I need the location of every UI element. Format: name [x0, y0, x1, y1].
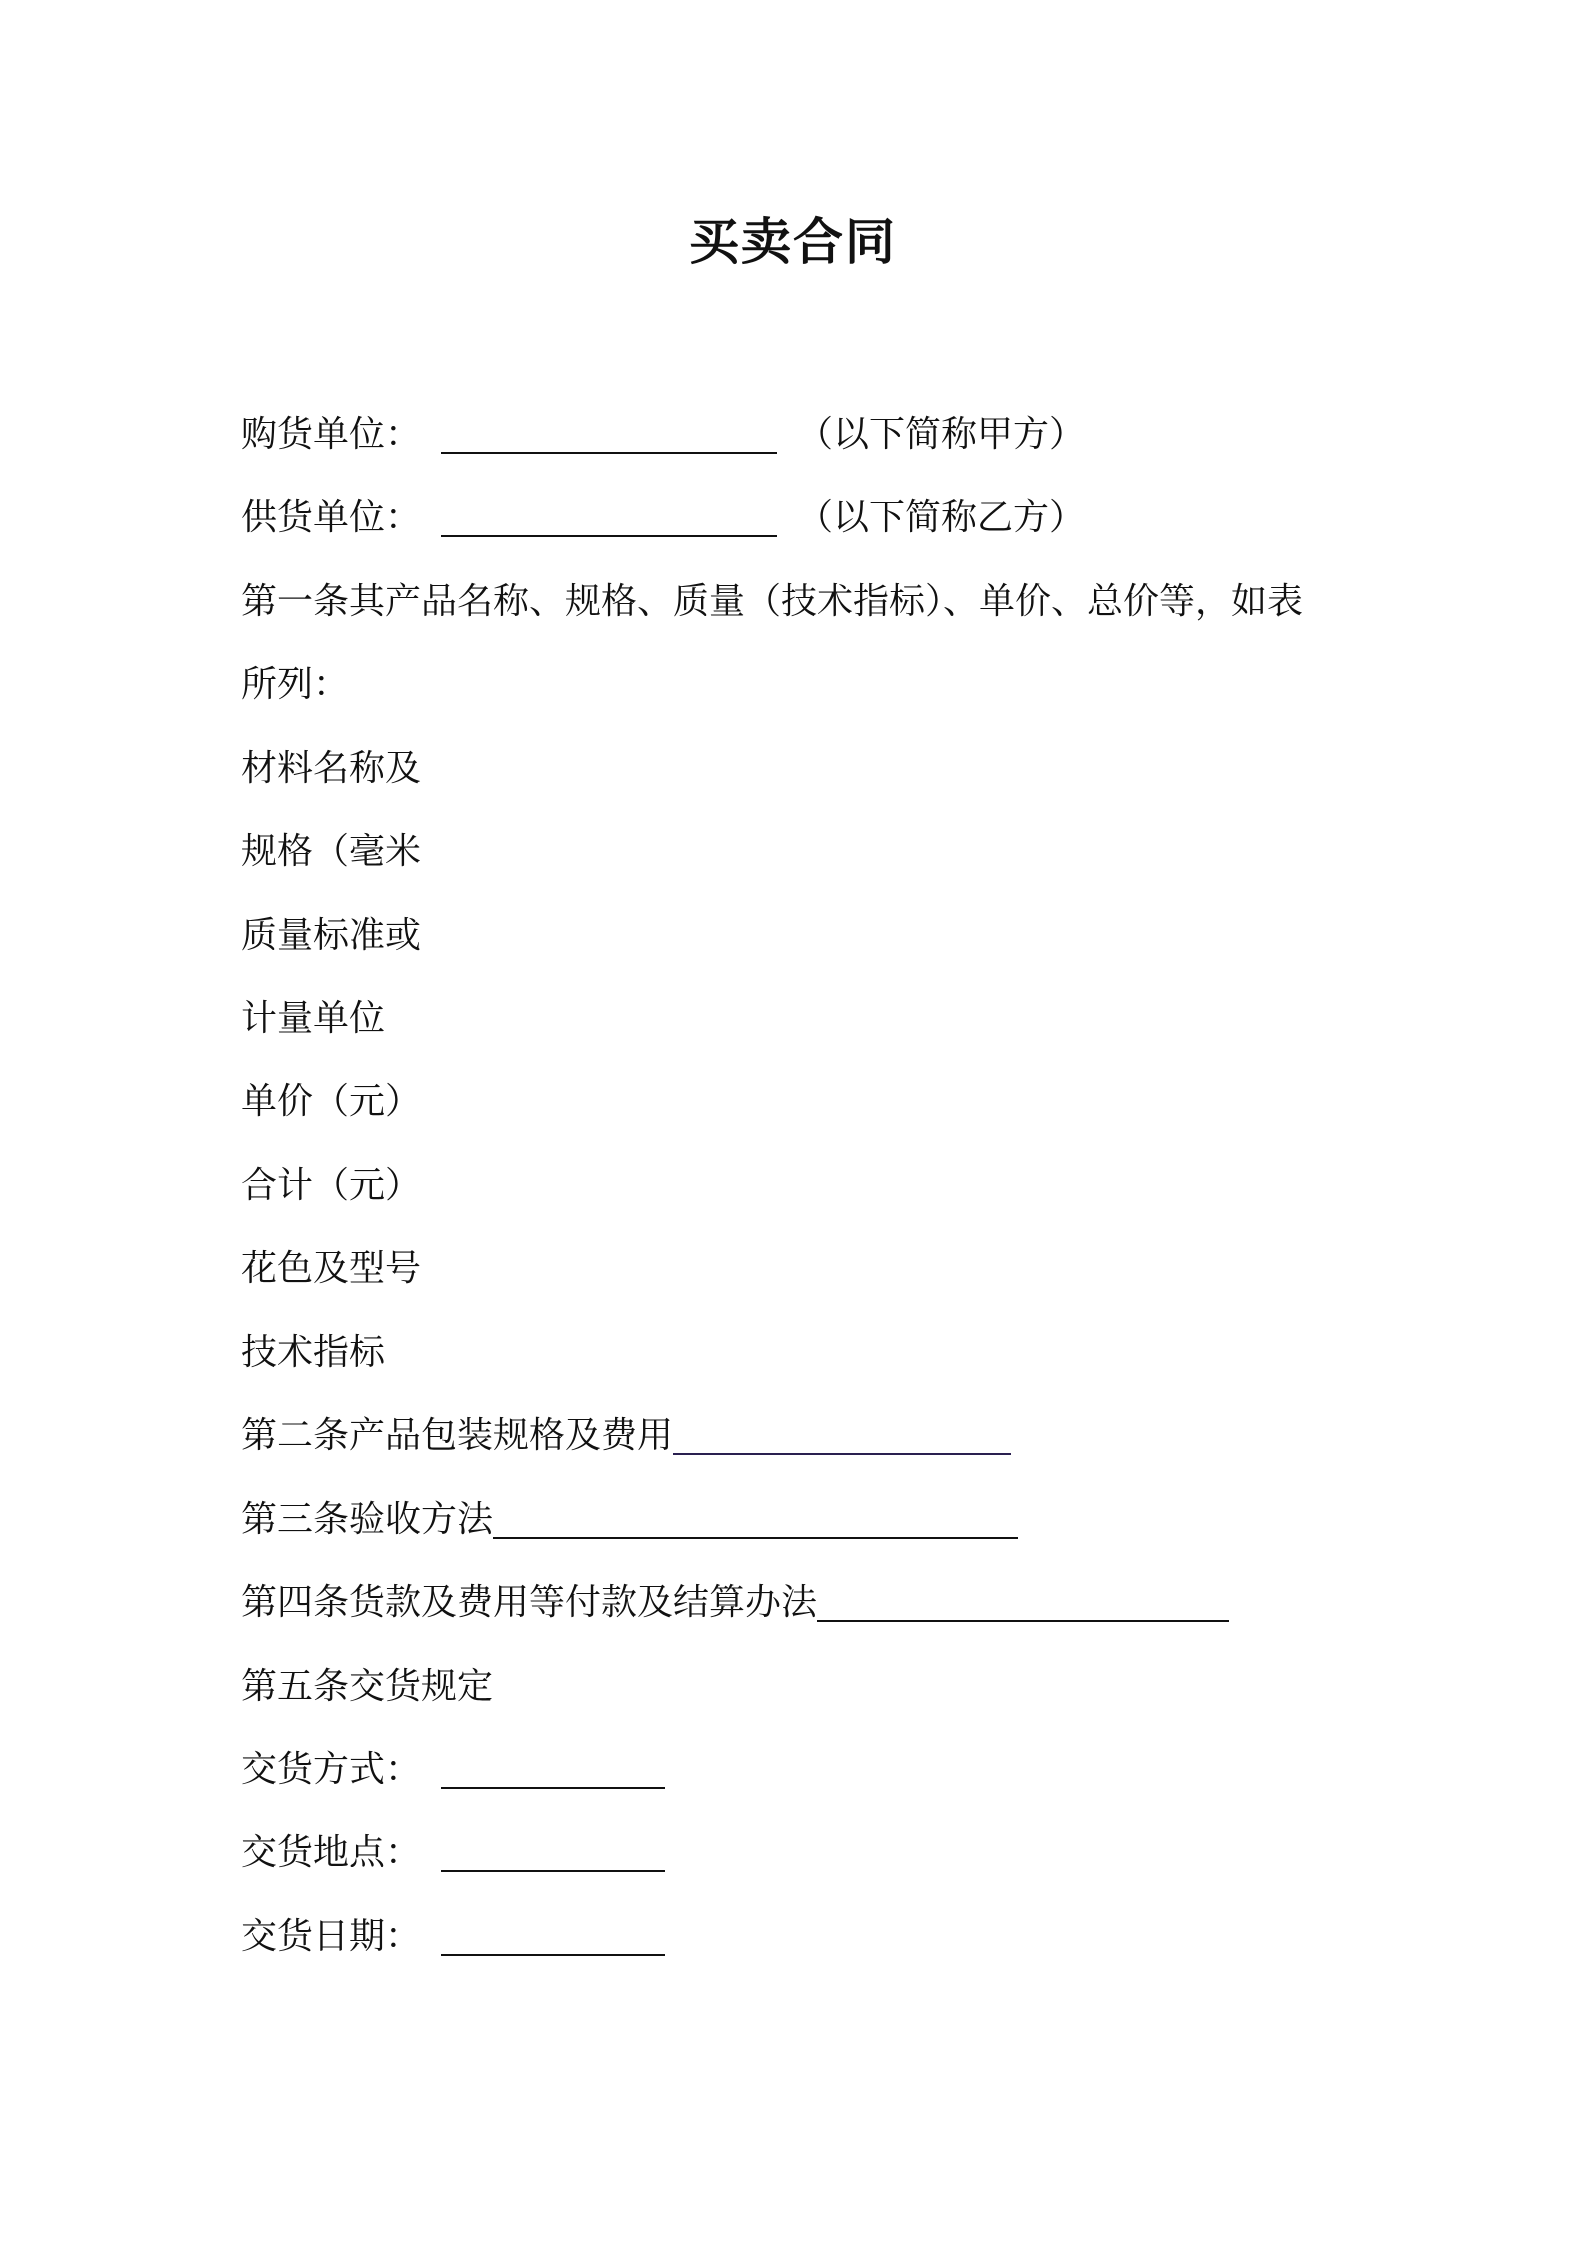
- article-4-line: [241, 1579, 1229, 1627]
- supplier-label: 供货单位：: [241, 497, 422, 538]
- article-3-line: [241, 1496, 1018, 1544]
- table-header-color-model: 花色及型号: [241, 1248, 422, 1289]
- buyer-note: （以下简称甲方）: [797, 414, 1086, 455]
- supplier-note: （以下简称乙方）: [797, 497, 1086, 538]
- buyer-label: 购货单位：: [241, 414, 422, 455]
- article-2-line: [241, 1412, 1011, 1460]
- delivery-date-blank[interactable]: [441, 1918, 665, 1956]
- buyer-line: [241, 411, 1085, 459]
- article-2-blank[interactable]: [673, 1417, 1011, 1455]
- delivery-date-line: [241, 1913, 665, 1961]
- table-header-material: 材料名称及: [241, 748, 422, 789]
- article-1-line-1: 第一条其产品名称、规格、质量（技术指标）、单价、总价等，如表: [241, 581, 1304, 622]
- supplier-blank[interactable]: [441, 499, 777, 537]
- article-3-blank[interactable]: [493, 1501, 1018, 1539]
- article-4-blank[interactable]: [817, 1584, 1229, 1622]
- article-1-line-2: 所列：: [241, 664, 350, 705]
- article-5-line: 第五条交货规定: [241, 1666, 494, 1707]
- table-header-total: 合计（元）: [241, 1165, 422, 1206]
- delivery-place-blank[interactable]: [441, 1834, 665, 1872]
- table-header-unit: 计量单位: [241, 998, 386, 1039]
- table-header-tech-index: 技术指标: [241, 1332, 386, 1373]
- delivery-method-label: 交货方式：: [241, 1749, 422, 1790]
- article-2-text: 第二条产品包装规格及费用: [241, 1415, 674, 1456]
- supplier-line: [241, 494, 1085, 542]
- article-4-text: 第四条货款及费用等付款及结算办法: [241, 1582, 818, 1623]
- delivery-place-label: 交货地点：: [241, 1832, 422, 1873]
- document-title: 买卖合同: [689, 213, 897, 271]
- table-header-unit-price: 单价（元）: [241, 1081, 422, 1122]
- table-header-spec: 规格（毫米: [241, 831, 422, 872]
- delivery-method-blank[interactable]: [441, 1751, 665, 1789]
- delivery-date-label: 交货日期：: [241, 1916, 422, 1957]
- delivery-method-line: [241, 1746, 665, 1794]
- buyer-blank[interactable]: [441, 416, 777, 454]
- article-3-text: 第三条验收方法: [241, 1499, 494, 1540]
- delivery-place-line: [241, 1829, 665, 1877]
- table-header-quality: 质量标准或: [241, 915, 422, 956]
